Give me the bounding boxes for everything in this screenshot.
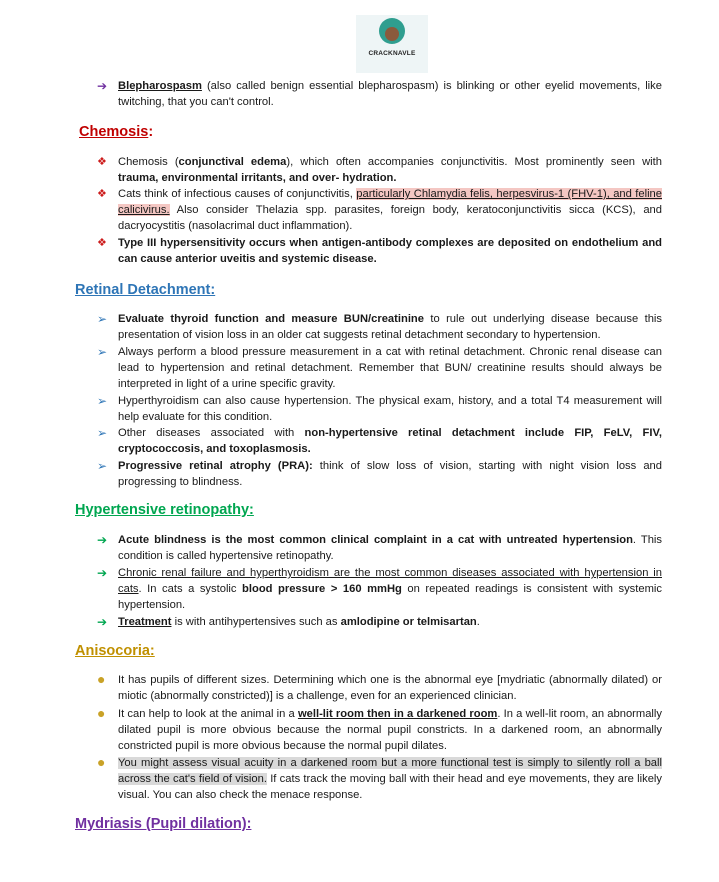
underlined-text: Chronic renal failure and hyperthyroidism are the most common diseases associated with hypertension in cats — [118, 567, 662, 596]
text: Other diseases associated with — [118, 427, 305, 439]
arrowhead-bullet-icon: ➢ — [97, 312, 108, 326]
text: Chemosis ( — [118, 156, 179, 168]
chemosis-heading — [79, 124, 153, 140]
text: Cats think of infectious causes of conjunctivitis, — [118, 188, 357, 200]
retinal-item-3 — [97, 393, 662, 425]
bold-text: Evaluate thyroid function and measure BUN/creatinine — [118, 313, 424, 325]
dot-bullet-icon: ● — [97, 754, 106, 770]
cracknavle-logo — [356, 15, 428, 73]
text: is with antihypertensives such as — [171, 616, 341, 628]
dot-bullet-icon: ● — [97, 671, 106, 687]
retinal-item-1 — [97, 311, 662, 343]
text: . In cats a systolic — [138, 583, 243, 596]
retinal-item-2 — [97, 344, 662, 393]
logo-emblem-icon — [379, 18, 405, 44]
text: ), which often accompanies conjunctivitis. Most prominently seen with — [286, 156, 662, 168]
text: It can help to look at the animal in a — [118, 708, 298, 720]
intro-text: (also called benign essential blepharospasm) is blinking or other eyelid movements, like twitching, that you can't control. — [118, 80, 662, 109]
diamond-bullet-icon: ❖ — [97, 156, 107, 168]
hypertensive-item-3 — [97, 614, 662, 630]
retinal-item-5 — [97, 458, 662, 490]
arrow-bullet-icon: ➔ — [97, 533, 108, 547]
arrow-bullet-icon: ➔ — [97, 615, 108, 629]
retinal-detachment-heading: Retinal Detachment: — [75, 282, 216, 298]
arrow-bullet-icon: ➔ — [97, 566, 108, 580]
anisocoria-item-2 — [97, 705, 663, 755]
underlined-text: well-lit room then in a darkened room — [297, 708, 498, 720]
anisocoria-item-1 — [97, 671, 662, 704]
bold-text: blood pressure > 160 mmHg — [242, 583, 402, 596]
arrowhead-bullet-icon: ➢ — [97, 459, 108, 473]
text: Always perform a blood pressure measurement in a cat with retinal detachment. Chronic renal disease can lead to hypertension and retinal detachment. Remember that BUN/ creatinine results should always be interpreted in light of a urine specific gravity. — [118, 346, 662, 391]
bold-text: non-hypertensive retinal detachment include FIP, FeLV, FIV, cryptococcosis, and toxoplasmosis. — [118, 427, 663, 456]
arrowhead-bullet-icon: ➢ — [97, 345, 108, 359]
highlighted-text: You might assess visual acuity in a darkened room but a more functional test is simply to silently roll a ball across the cat's field of vision. — [118, 757, 662, 786]
text: think of slow loss of vision, starting with night vision loss and progressing to blindness. — [118, 460, 662, 489]
text: on repeated readings is consistent with systemic hypertension. — [118, 583, 662, 612]
hypertensive-retinopathy-heading: Hypertensive retinopathy: — [75, 502, 254, 518]
anisocoria-heading: Anisocoria: — [75, 643, 155, 659]
bold-text: Acute blindness is the most common clinical complaint in a cat with untreated hypertension — [118, 534, 633, 546]
dot-bullet-icon: ● — [97, 705, 106, 721]
underlined-text: Treatment — [118, 616, 172, 628]
text: Also consider Thelazia spp. parasites, foreign body, keratoconjunctivitis sicca (KCS), and dacryocystitis (nasolacrimal duct inflammation). — [118, 204, 662, 233]
hypertensive-item-1 — [97, 532, 662, 564]
bold-text: Progressive retinal atrophy (PRA): — [118, 460, 313, 472]
arrow-bullet-icon: ➔ — [97, 79, 108, 93]
diamond-bullet-icon: ❖ — [97, 237, 107, 249]
text: . — [476, 616, 480, 628]
chemosis-item-2 — [97, 186, 662, 235]
diamond-bullet-icon: ❖ — [97, 188, 107, 200]
bold-text: trauma, environmental irritants, and over- hydration. — [118, 172, 397, 185]
chemosis-heading-text: Chemosis — [79, 124, 149, 140]
text: Hyperthyroidism can also cause hypertension. The physical exam, history, and a total T4 measurement will help evaluate for this condition. — [118, 395, 662, 424]
intro-blepharospasm-item — [97, 78, 662, 110]
hypertensive-item-2 — [97, 565, 662, 614]
text: . In a well-lit room, an abnormally dilated pupil is more obvious because the normal pupil constricts. In a darkened room, an abnormally constricted pupil is more obvious because the normal pupil dilates. — [118, 708, 663, 753]
chemosis-item-3 — [97, 235, 662, 267]
mydriasis-heading: Mydriasis (Pupil dilation): — [75, 816, 252, 832]
arrowhead-bullet-icon: ➢ — [97, 394, 108, 408]
text: to rule out underlying disease because this presentation of vision loss in an older cat suggests retinal detachment secondary to hypertension. — [118, 313, 662, 342]
arrowhead-bullet-icon: ➢ — [97, 426, 108, 440]
anisocoria-item-3 — [97, 754, 662, 804]
bold-text: conjunctival edema — [178, 156, 287, 168]
logo-text: CRACKNAVLE — [368, 50, 416, 57]
bold-text: Type III hypersensitivity occurs when antigen-antibody complexes are deposited on endothelium and can cause anterior uveitis and systemic disease. — [118, 237, 662, 266]
text: If cats track the moving ball with their head and eye movements, they are likely visual. You can also check the menace response. — [118, 773, 662, 802]
text: . This condition is called hypertensive retinopathy. — [118, 534, 662, 563]
retinal-item-4 — [97, 425, 663, 457]
bold-text: amlodipine or telmisartan — [340, 616, 477, 628]
chemosis-item-1 — [97, 154, 662, 186]
blepharospasm-term: Blepharospasm — [118, 80, 202, 92]
chemosis-heading-colon: : — [148, 124, 154, 140]
text: It has pupils of different sizes. Determining which one is the abnormal eye [mydriatic (abnormally dilated) or miotic (abnormally constricted)] is a challenge, even for an experienced clinician. — [118, 674, 662, 703]
highlighted-pathogens: particularly Chlamydia felis, herpesvirus-1 (FHV-1), and feline calicivirus. — [118, 188, 662, 217]
